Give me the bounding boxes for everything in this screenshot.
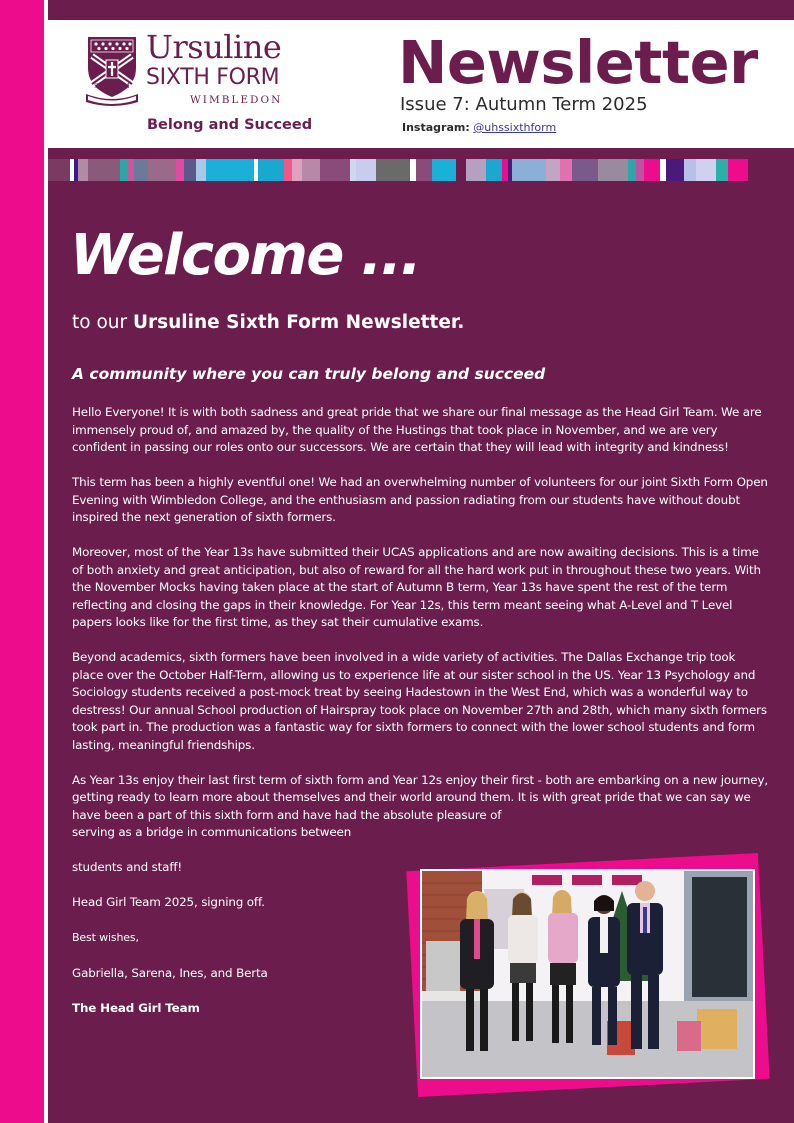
signatory-names: Gabriella, Sarena, Ines, and Berta	[72, 965, 268, 980]
paragraph-5-line-2: serving as a bridge in communications between	[72, 825, 352, 839]
paragraph-5-line-3: students and staff!	[72, 860, 183, 874]
school-location: WIMBLEDON	[190, 94, 283, 106]
decorative-color-stripe	[48, 159, 794, 181]
masthead	[48, 20, 794, 148]
paragraph-3: Moreover, most of the Year 13s have submitted their UCAS applications and are now awaiting decisions. This is a time of both anxiety and great anticipation, but also of reward for all the hard work put in throughout these two years. With the November Mocks having taken place at the start of Autumn B term, Year 13s have spent the rest of the term reflecting and closing the gaps in their knowledge. For Year 12s, this term meant seeing what A-Level and T Level papers looks like for the first time, as they sat their cumulative exams.	[72, 545, 761, 629]
school-tagline: Belong and Succeed	[147, 117, 313, 133]
issue-label: Issue 7: Autumn Term 2025	[400, 94, 648, 115]
head-girl-team-photo	[420, 869, 755, 1079]
instagram-label: Instagram:	[402, 121, 470, 134]
intro-prefix: to our	[72, 312, 133, 333]
welcome-intro	[72, 310, 464, 336]
paragraph-5: As Year 13s enjoy their last first term of sixth form and Year 12s enjoy their first - both are embarking on a new journey, getting ready to learn more about themselves and their world around them. It is with great pride that we can say we have been a part of this sixth form and have had the absolute pleasure of	[72, 772, 768, 822]
signoff: Head Girl Team 2025, signing off.	[72, 895, 265, 909]
community-subheading: A community where you can truly belong and succeed	[72, 365, 546, 383]
team-photo-illustration	[422, 871, 753, 1077]
instagram-link[interactable]: @uhssixthform	[473, 121, 557, 134]
instagram-line	[402, 121, 556, 135]
newsletter-title: Newsletter	[398, 28, 758, 97]
school-crest-icon	[84, 34, 140, 108]
paragraph-1: Hello Everyone! It is with both sadness and great pride that we share our final message as the Head Girl Team. We are immensely proud of, and amazed by, the quality of the Hustings that took place in November, and we are very confident in passing our roles onto our successors. We are certain that they will lead with integrity and kindness!	[72, 405, 762, 454]
best-wishes: Best wishes,	[72, 931, 139, 944]
intro-newsletter-name: Ursuline Sixth Form Newsletter.	[132, 312, 465, 333]
paragraph-2: This term has been a highly eventful one! We had an overwhelming number of volunteers for our joint Sixth Form Open Evening with Wimbledon College, and the enthusiasm and passion radiating from our students have without doubt inspired the next generation of sixth formers.	[72, 475, 768, 524]
signatory-team: The Head Girl Team	[72, 1000, 200, 1015]
welcome-heading: Welcome ...	[70, 223, 421, 288]
school-name: Ursuline	[146, 28, 282, 66]
paragraph-4: Beyond academics, sixth formers have been involved in a wide variety of activities. The Dallas Exchange trip took place over the October Half-Term, allowing us to experience life at our sister school in the US. Year 13 Psychology and Sociology students received a post-mock treat by seeing Hadestown in the West End, which was a wonderful way to destress! Our annual School production of Hairspray took place on November 27th and 28th, which many sixth formers took part in. The production was a fantastic way for sixth formers to connect with the lower school students and form lasting, meaningful friendships.	[72, 650, 767, 752]
crest-motto: SERVIAM	[94, 82, 130, 90]
left-accent-bar	[0, 0, 44, 1123]
school-subname: SIXTH FORM	[146, 65, 280, 90]
